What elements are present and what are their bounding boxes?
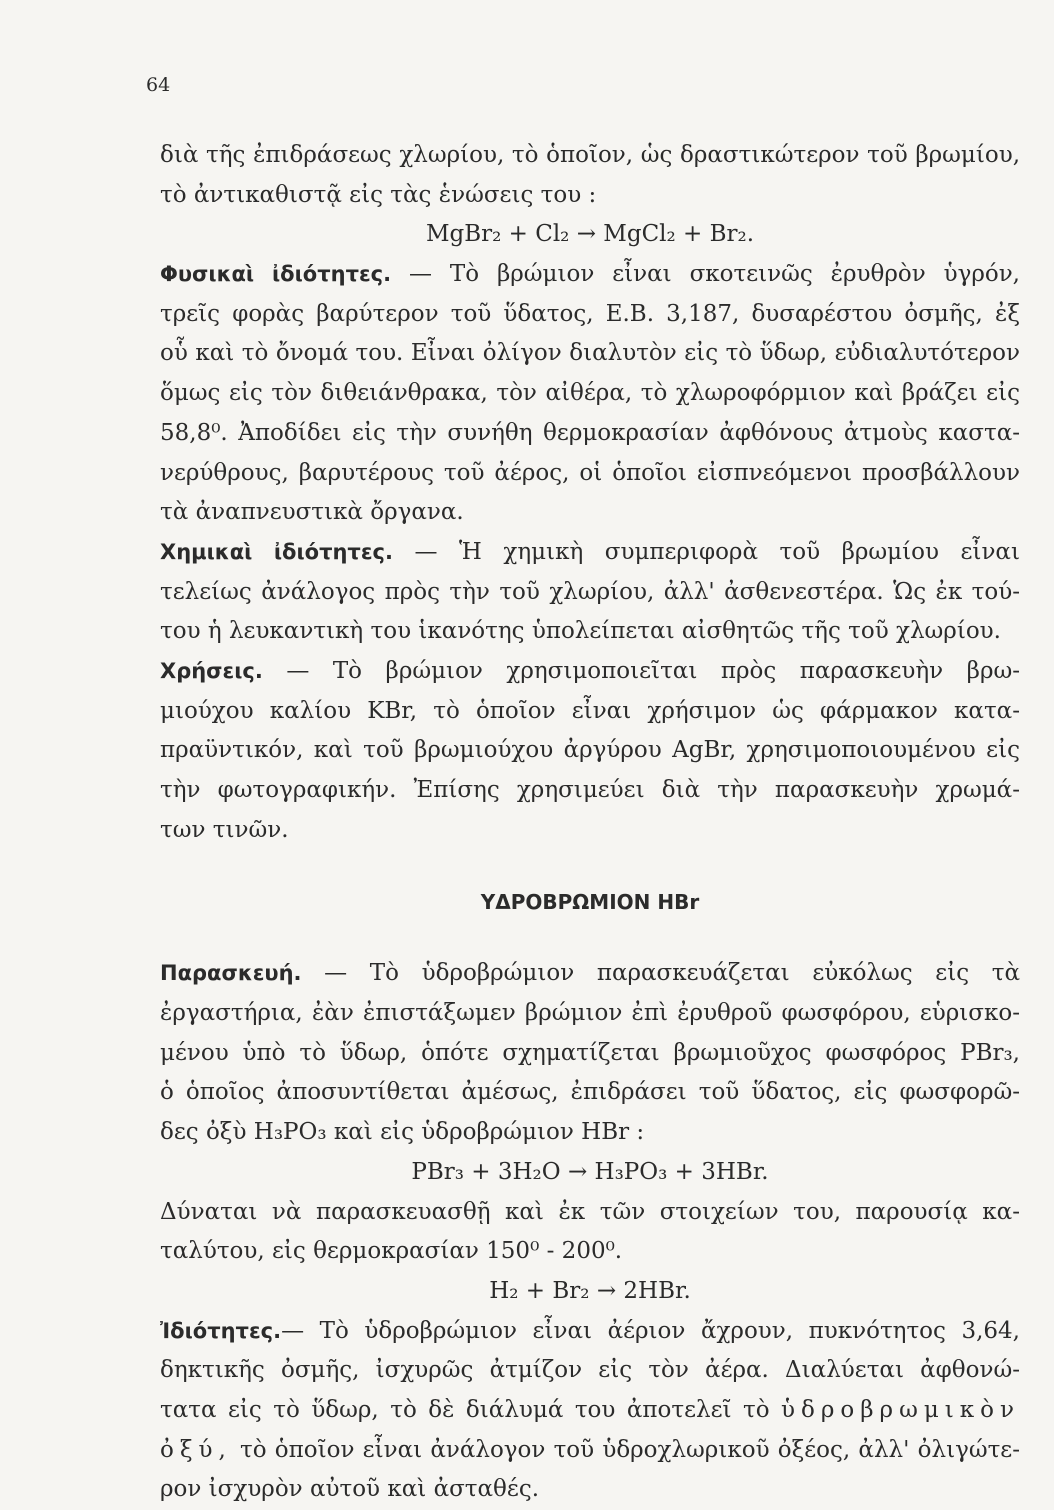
paragraph-line: Χρήσεις. — Τὸ βρώμιον χρησιμοποιεῖται πρὸς παρασκευὴν βρω- xyxy=(160,657,1020,684)
paragraph-line: Ἰδιότητες.— Τὸ ὑδροβρώμιον εἶναι ἀέριον ἄχρουν, πυκνότητος 3,64, xyxy=(160,1317,1020,1344)
spaced-term: ὀξύ, xyxy=(160,1436,232,1463)
paragraph-line: διὰ τῆς ἐπιδράσεως χλωρίου, τὸ ὁποῖον, ὡς δραστικώτερον τοῦ βρωμίου, xyxy=(160,142,1020,168)
section-title-uses: Χρήσεις. xyxy=(160,658,263,683)
paragraph-line: Δύναται νὰ παρασκευασθῇ καὶ ἐκ τῶν στοιχείων του, παρουσίᾳ κα- xyxy=(160,1198,1020,1225)
body-text xyxy=(160,136,1020,1510)
equation: MgBr₂ + Cl₂ → MgCl₂ + Br₂. xyxy=(425,221,755,248)
paragraph-line: των τινῶν. xyxy=(160,816,289,843)
paragraph-line: τὴν φωτογραφικήν. Ἐπίσης χρησιμεύει διὰ τὴν παρασκευὴν χρωμά- xyxy=(160,777,1020,803)
paragraph-line: ὁ ὁποῖος ἀποσυντίθεται ἀμέσως, ἐπιδράσει τοῦ ὕδατος, εἰς φωσφορῶ- xyxy=(160,1079,1020,1106)
paragraph-line: τρεῖς φορὰς βαρύτερον τοῦ ὕδατος, Ε.Β. 3,187, δυσαρέστου ὀσμῆς, ἐξ xyxy=(160,300,1020,327)
paragraph-line: τὰ ἀναπνευστικὰ ὄργανα. xyxy=(160,499,464,526)
paragraph-line: 58,8⁰. Ἀποδίδει εἰς τὴν συνήθη θερμοκρασίαν ἀφθόνους ἀτμοὺς καστα- xyxy=(160,419,1020,446)
section-title-properties: Ἰδιότητες. xyxy=(160,1318,282,1343)
equation: H₂ + Br₂ → 2HBr. xyxy=(489,1277,691,1304)
section-title-preparation: Παρασκευή. xyxy=(160,961,302,986)
paragraph-line: ρον ἰσχυρὸν αὐτοῦ καὶ ἀσταθές. xyxy=(160,1476,540,1503)
paragraph-line: τατα εἰς τὸ ὕδωρ, τὸ δὲ διάλυμά του ἀποτελεῖ τὸ ὑδροβρωμικὸν xyxy=(160,1396,1020,1423)
paragraph-line: πραϋντικόν, καὶ τοῦ βρωμιούχου ἀργύρου AgBr, χρησιμοποιουμένου εἰς xyxy=(160,737,1020,764)
section-title-chemical: Χημικαὶ ἰδιότητες. xyxy=(160,539,393,564)
section-heading: ΥΔΡΟΒΡΩΜΙΟΝ HBr xyxy=(480,890,700,915)
paragraph-line: Χημικαὶ ἰδιότητες. — Ἡ χημικὴ συμπεριφορὰ τοῦ βρωμίου εἶναι xyxy=(160,538,1020,565)
page-number: 64 xyxy=(146,74,171,96)
paragraph-line: μένου ὑπὸ τὸ ὕδωρ, ὁπότε σχηματίζεται βρωμιοῦχος φωσφόρος PBr₃, xyxy=(160,1039,1020,1066)
spaced-term: ὑδροβρωμικὸν xyxy=(781,1396,1020,1423)
paragraph-line: νερύθρους, βαρυτέρους τοῦ ἀέρος, οἱ ὁποῖοι εἰσπνεόμενοι προσβάλλουν xyxy=(160,459,1020,486)
paragraph-line: του ἡ λευκαντικὴ του ἱκανότης ὑπολείπεται αἰσθητῶς τῆς τοῦ χλωρίου. xyxy=(160,618,1001,645)
paragraph-line: ἐργαστήρια, ἐὰν ἐπιστάξωμεν βρώμιον ἐπὶ ἐρυθροῦ φωσφόρου, εὑρισκο- xyxy=(160,1000,1020,1027)
paragraph-line: οὗ καὶ τὸ ὄνομά του. Εἶναι ὀλίγον διαλυτὸν εἰς τὸ ὕδωρ, εὐδιαλυτότερον xyxy=(160,340,1020,367)
paragraph-line: ταλύτου, εἰς θερμοκρασίαν 150⁰ - 200⁰. xyxy=(160,1238,623,1265)
equation: PBr₃ + 3H₂O → H₃PO₃ + 3HBr. xyxy=(411,1158,769,1185)
paragraph-line: τελείως ἀνάλογος πρὸς τὴν τοῦ χλωρίου, ἀλλ' ἀσθενεστέρα. Ὡς ἐκ τού- xyxy=(160,578,1020,605)
paragraph-line: ὅμως εἰς τὸν διθειάνθρακα, τὸν αἰθέρα, τὸ χλωροφόρμιον καὶ βράζει εἰς xyxy=(160,380,1020,407)
paragraph-line: δες ὀξὺ H₃PO₃ καὶ εἰς ὑδροβρώμιον HBr : xyxy=(160,1119,645,1146)
paragraph-line: Φυσικαὶ ἰδιότητες. — Τὸ βρώμιον εἶναι σκοτεινῶς ἐρυθρὸν ὑγρόν, xyxy=(160,261,1020,288)
paragraph-line: δηκτικῆς ὀσμῆς, ἰσχυρῶς ἀτμίζον εἰς τὸν ἀέρα. Διαλύεται ἀφθονώ- xyxy=(160,1357,1020,1384)
paragraph-line: ὀξύ, τὸ ὁποῖον εἶναι ἀνάλογον τοῦ ὑδροχλωρικοῦ ὀξέος, ἀλλ' ὀλιγώτε- xyxy=(160,1436,1020,1463)
section-title-physical: Φυσικαὶ ἰδιότητες. xyxy=(160,262,392,287)
paragraph-line: Παρασκευή. — Τὸ ὑδροβρώμιον παρασκευάζεται εὐκόλως εἰς τὰ xyxy=(160,960,1020,987)
paragraph-line: μιούχου καλίου KBr, τὸ ὁποῖον εἶναι χρήσιμον ὡς φάρμακον κατα- xyxy=(160,697,1020,724)
paragraph-line: τὸ ἀντικαθιστᾷ εἰς τὰς ἑνώσεις του : xyxy=(160,181,597,208)
